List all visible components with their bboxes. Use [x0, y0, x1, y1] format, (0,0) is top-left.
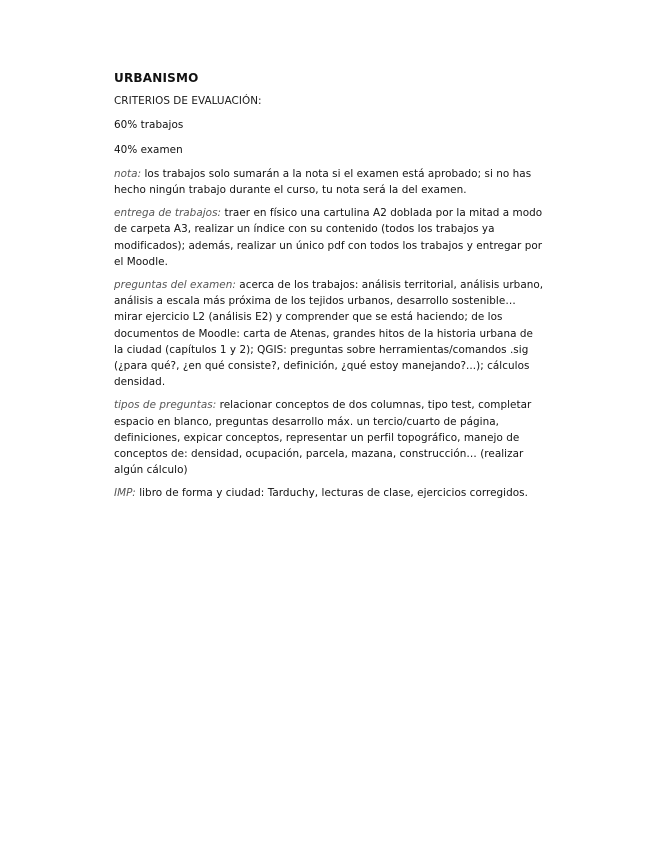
paragraph-preguntas-del-examen: [114, 277, 544, 390]
weight-trabajos: 60% trabajos: [114, 119, 184, 132]
paragraph-imp-label: IMP:: [114, 487, 136, 500]
paragraph-entrega-de-trabajos: [114, 205, 544, 270]
paragraph-entrega-label: entrega de trabajos:: [114, 207, 222, 220]
paragraph-imp-text: libro de forma y ciudad: Tarduchy, lecturas de clase, ejercicios corregidos.: [139, 487, 528, 500]
paragraph-nota-label: nota:: [114, 167, 142, 180]
paragraph-nota: [114, 166, 544, 198]
paragraph-entrega-text: traer en físico una cartulina A2 doblada por la mitad a modo de carpeta A3, realizar un índice con su contenido (todos los trabajos ya modificados); además, realizar un único pdf con todos los trabajos y entregar por el Moodle.: [114, 207, 543, 268]
paragraph-imp: [114, 485, 544, 501]
evaluation-criteria-heading: CRITERIOS DE EVALUACIÓN:: [114, 95, 262, 108]
paragraph-preguntas-text: acerca de los trabajos: análisis territorial, análisis urbano, análisis a escala más próxima de los tejidos urbanos, desarrollo sostenible… mirar ejercicio L2 (análisis E2) y comprender que se está haciendo; de los documentos de Moodle: carta de Atenas, grandes hitos de la historia urbana de la ciudad (capítulos 1 y 2); QGIS: preguntas sobre herramientas/comandos .sig (¿para qué?, ¿en qué consiste?, definición, ¿qué estoy manejando?...); cálculos densidad.: [114, 279, 544, 389]
paragraph-tipos-text: relacionar conceptos de dos columnas, tipo test, completar espacio en blanco, preguntas desarrollo máx. un tercio/cuarto de página, definiciones, expicar conceptos, representar un perfil topográfico, manejo de conceptos de: densidad, ocupación, parcela, mazana, construcción… (realizar algún cálculo): [114, 399, 532, 477]
document-title: URBANISMO: [114, 71, 199, 85]
weight-examen: 40% examen: [114, 143, 183, 156]
document-body: [114, 70, 544, 509]
paragraph-tipos-label: tipos de preguntas:: [114, 399, 217, 412]
paragraph-nota-text: los trabajos solo sumarán a la nota si el examen está aprobado; si no has hecho ningún trabajo durante el curso, tu nota será la del examen.: [114, 167, 532, 197]
paragraph-tipos-de-preguntas: [114, 397, 544, 478]
paragraph-preguntas-label: preguntas del examen:: [114, 279, 236, 292]
